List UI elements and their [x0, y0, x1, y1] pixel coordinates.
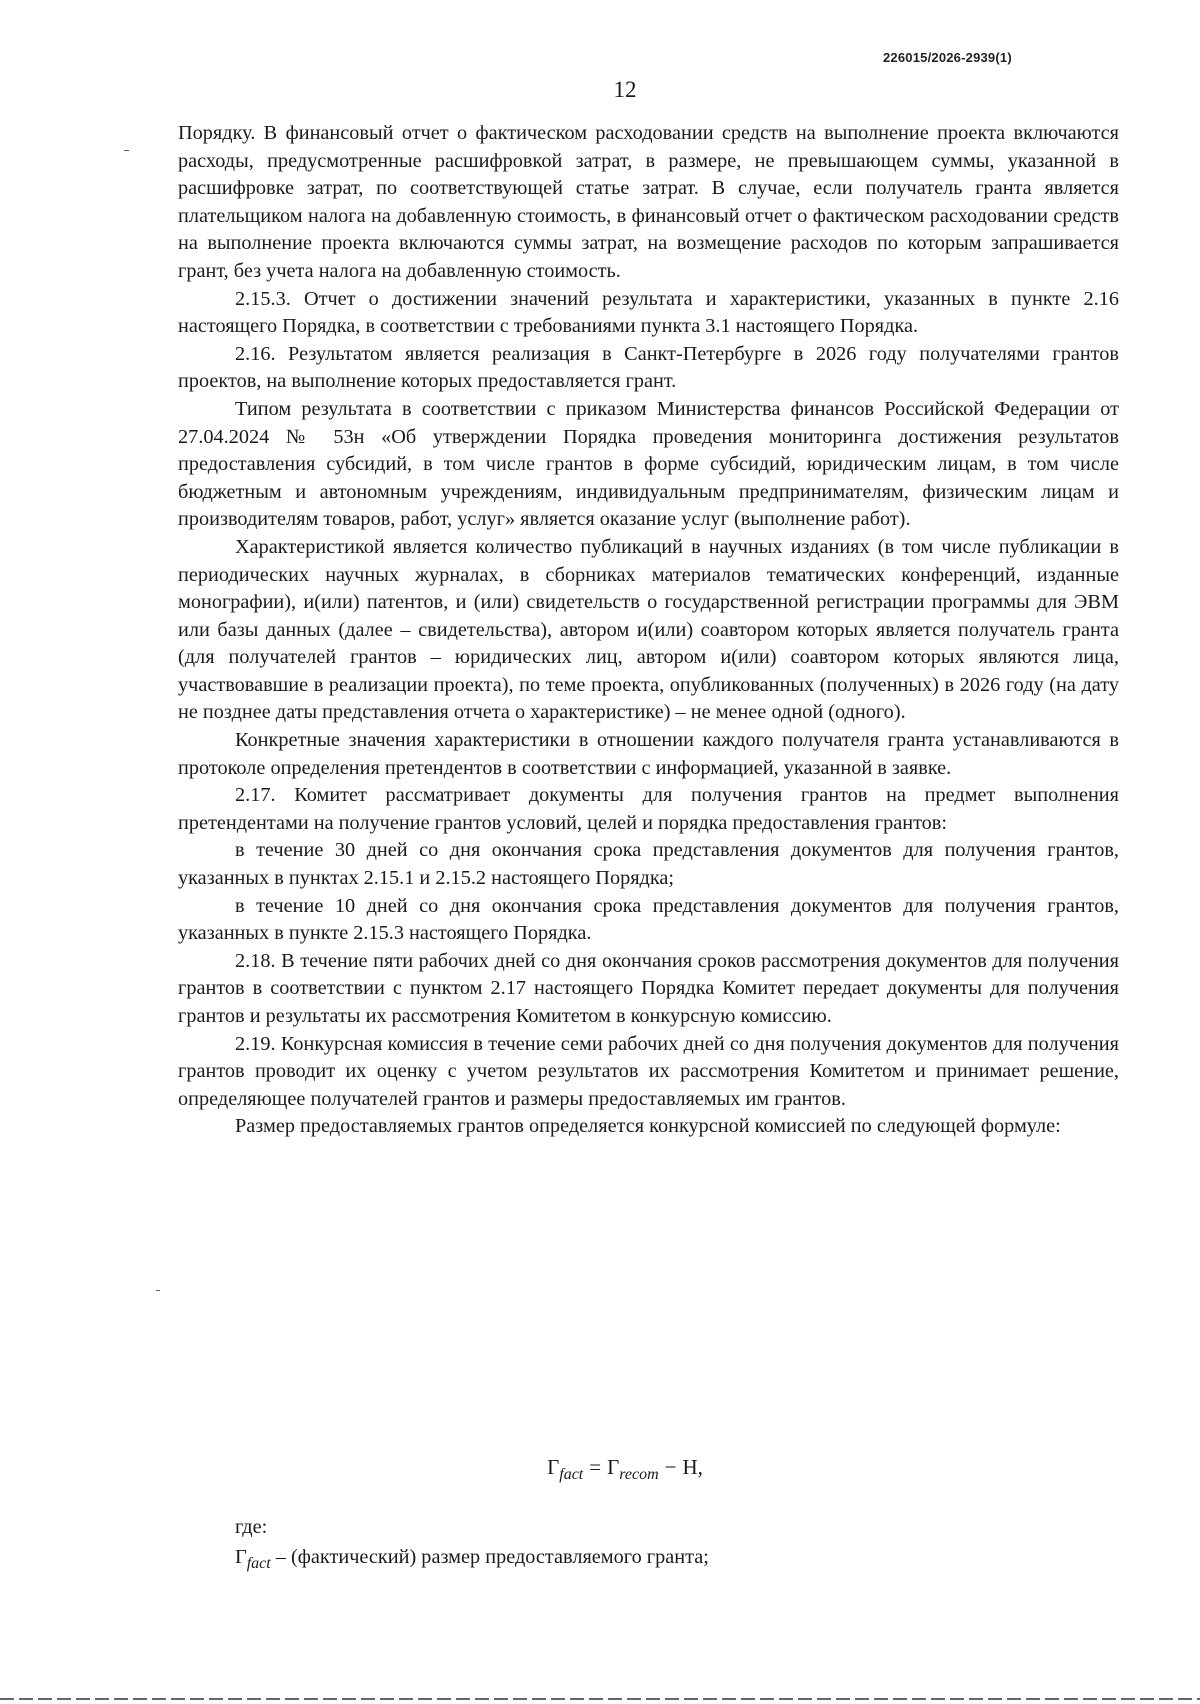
formula-tail: Н, — [682, 1455, 703, 1479]
paragraph-10-days: в течение 10 дней со дня окончания срока представления документов для получения грантов, указанных в пункте 2.15.3 настоящего Порядка. — [178, 894, 1119, 945]
formula-minus: − — [664, 1455, 677, 1479]
paragraph-2-16: 2.16. Результатом является реализация в Санкт-Петербурге в 2026 году получателями грантов проектов, на выполнение которых предоставляется грант. — [178, 342, 1119, 393]
paragraph-expense-report: Порядку. В финансовый отчет о фактическом расходовании средств на выполнение проекта включаются расходы, предусмотренные расшифровкой затрат, в размере, не превышающем суммы, указанной в расшифровке затрат, по соответствующей статье затрат. В случае, если получатель гранта является плательщиком налога на добавленную стоимость, в финансовый отчет о фактическом расходовании средств на выполнение проекта включаются суммы затрат, на возмещение расходов по которым запрашивается грант, без учета налога на добавленную стоимость. — [178, 122, 1119, 282]
paragraph-2-19: 2.19. Конкурсная комиссия в течение семи рабочих дней со дня получения документов для получения грантов проводит их оценку с учетом результатов их рассмотрения Комитетом и принимает решение, определяющее получателей грантов и размеры предоставляемых им грантов. — [178, 1032, 1119, 1110]
formula-equals: = — [589, 1455, 602, 1479]
scan-bottom-border — [0, 1698, 1200, 1700]
definition-g-fact — [235, 1544, 709, 1573]
definition-subscript: fact — [246, 1555, 271, 1572]
paragraph-30-days: в течение 30 дней со дня окончания срока представления документов для получения грантов, указанных в пунктах 2.15.1 и 2.15.2 настоящего Порядка; — [178, 839, 1119, 890]
formula-rhs-subscript: recom — [619, 1466, 659, 1483]
document-registration-number: 226015/2026-2939(1) — [883, 50, 1012, 65]
grant-size-formula — [0, 1453, 1200, 1484]
definition-text: – (фактический) размер предоставляемого гранта; — [270, 1546, 709, 1568]
document-body — [178, 120, 1119, 1141]
definition-symbol: Г — [235, 1546, 247, 1568]
scan-mark — [124, 150, 129, 151]
formula-lhs-subscript: fact — [559, 1466, 584, 1483]
paragraph-grant-size-formula-intro: Размер предоставляемых грантов определяется конкурсной комиссией по следующей формуле: — [235, 1115, 1061, 1138]
scan-mark — [156, 1290, 160, 1291]
paragraph-2-18: 2.18. В течение пяти рабочих дней со дня окончания сроков рассмотрения документов для получения грантов в соответствии с пунктом 2.17 настоящего Порядка Комитет передает документы для получения грантов и результаты их рассмотрения Комитетом в конкурсную комиссию. — [178, 949, 1119, 1027]
paragraph-characteristic-values: Конкретные значения характеристики в отношении каждого получателя гранта устанавливаются в протоколе определения претендентов в соответствии с информацией, указанной в заявке. — [178, 729, 1119, 779]
paragraph-characteristic: Характеристикой является количество публикаций в научных изданиях (в том числе публикации в периодических научных журналах, в сборниках материалов тематических конференций, изданные монографии), и(или) патентов, и (или) свидетельств о государственной регистрации программы для ЭВМ или базы данных (далее – свидетельства), автором и(или) соавтором которых является получатель гранта (для получателей грантов – юридических лиц, автором и(или) соавтором которых являются лица, участвовавшие в реализации проекта), по теме проекта, опубликованных (полученных) в 2026 году (на дату не позднее даты представления отчета о характеристике) – не менее одной (одного). — [178, 535, 1119, 724]
page-number: 12 — [613, 77, 637, 102]
formula-lhs-symbol: Г — [547, 1455, 560, 1479]
paragraph-2-17: 2.17. Комитет рассматривает документы для получения грантов на предмет выполнения претендентами на получение грантов условий, целей и порядка предоставления грантов: — [178, 784, 1119, 834]
formula-rhs-symbol: Г — [607, 1455, 620, 1479]
paragraph-result-type: Типом результата в соответствии с приказом Министерства финансов Российской Федерации от 27.04.2024 № 53н «Об утверждении Порядка проведения мониторинга достижения результатов предоставления субсидий, в том числе грантов в форме субсидий, юридическим лицам, в том числе бюджетным и автономным учреждениям, индивидуальным предпринимателям, физическим лицам и производителям товаров, работ, услуг» является оказание услуг (выполнение работ). — [178, 397, 1119, 531]
where-label: где: — [235, 1516, 268, 1538]
paragraph-2-15-3: 2.15.3. Отчет о достижении значений результата и характеристики, указанных в пункте 2.16 настоящего Порядка, в соответствии с требованиями пункта 3.1 настоящего Порядка. — [178, 287, 1119, 338]
